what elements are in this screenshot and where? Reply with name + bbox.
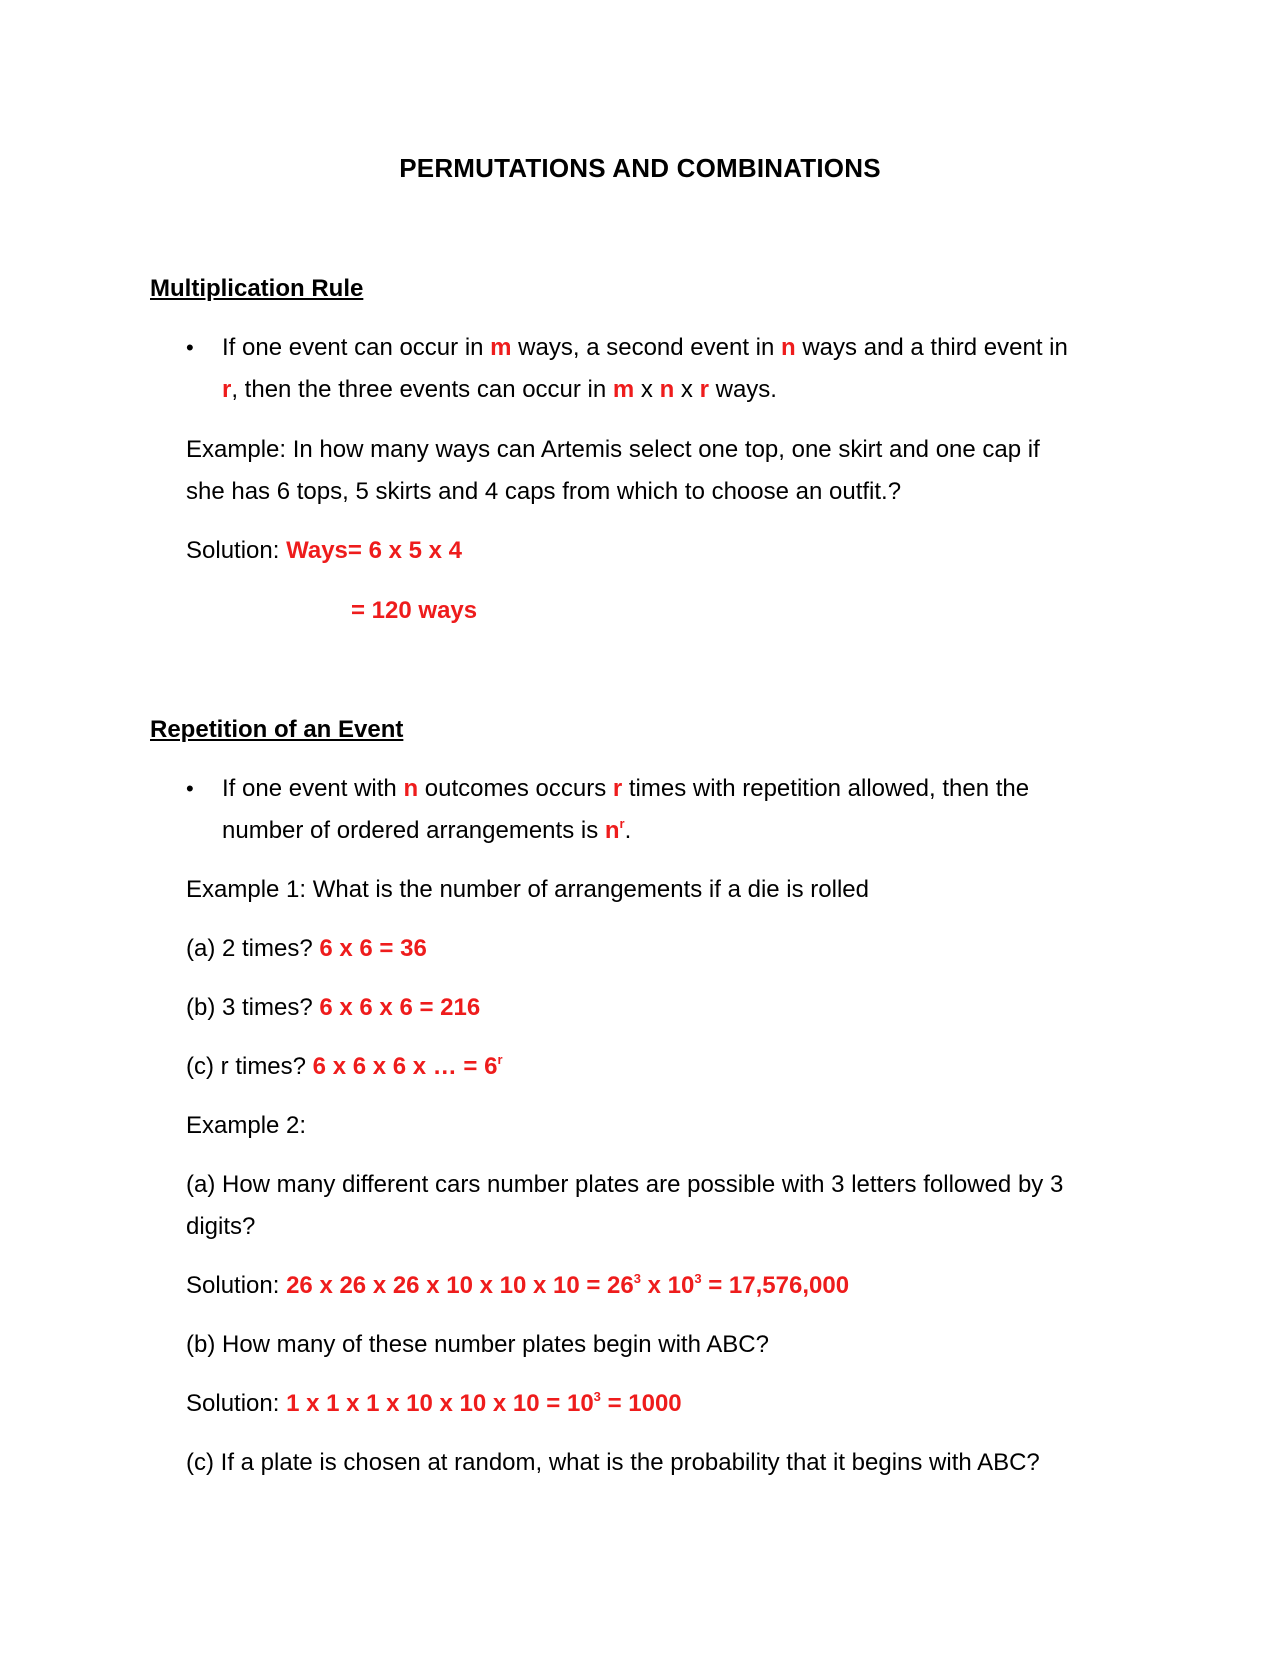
bullet-text-line-2: number of ordered arrangements is $n^r$.: [222, 816, 632, 844]
example-2-part-a-line-2: digits?: [186, 1213, 256, 1240]
example-2-part-a-solution: Solution: 26 x 26 x 26 x 10 x 10 x $10 = 26^3$ x $10^3 = 17,576,000$: [186, 1271, 850, 1299]
solution-line: Solution: Ways= 6 x 5 x 4: [186, 537, 462, 564]
example-text-line-2: she has 6 tops, 5 skirts and 4 caps from which to choose an outfit.?: [186, 478, 902, 505]
solution-result: = 120 ways: [351, 597, 478, 624]
example-1-intro: Example 1: What is the number of arrangements if a die is rolled: [186, 876, 869, 903]
example-2-part-a-line-1: (a) How many different cars number plates are possible with 3 letters followed by 3: [186, 1171, 1064, 1198]
example-2-intro: Example 2:: [186, 1112, 307, 1139]
bullet-text-line-1: If one event can occur in m ways, a second event in n ways and a third event in: [222, 334, 1068, 361]
bullet-text-line-2: r, then the three events can occur in m x n x r ways.: [222, 376, 777, 403]
section-heading-multiplication-rule: Multiplication Rule: [150, 275, 364, 302]
bullet-text-line-1: If one event with n outcomes occurs r times with repetition allowed, then the: [222, 775, 1030, 802]
example-text-line-1: Example: In how many ways can Artemis select one top, one skirt and one cap if: [186, 436, 1040, 463]
section-heading-repetition: Repetition of an Event: [150, 716, 404, 743]
example-1-part-c: (c) r times? 6 x 6 x 6 x … = $6^r$: [186, 1052, 503, 1080]
example-1-part-a: (a) 2 times? 6 x 6 = 36: [186, 935, 427, 962]
page-title: PERMUTATIONS AND COMBINATIONS: [399, 153, 881, 183]
bullet-icon: •: [186, 776, 194, 801]
example-2-part-c-question: (c) If a plate is chosen at random, what is the probability that it begins with ABC?: [186, 1449, 1040, 1476]
example-1-part-b: (b) 3 times? 6 x 6 x 6 = 216: [186, 994, 481, 1021]
bullet-icon: •: [186, 335, 194, 360]
example-2-part-b-question: (b) How many of these number plates begin with ABC?: [186, 1331, 769, 1358]
example-2-part-b-solution: Solution: 1 x 1 x 1 x 10 x 10 x $10 = 10^3 = 1000$: [186, 1389, 682, 1417]
